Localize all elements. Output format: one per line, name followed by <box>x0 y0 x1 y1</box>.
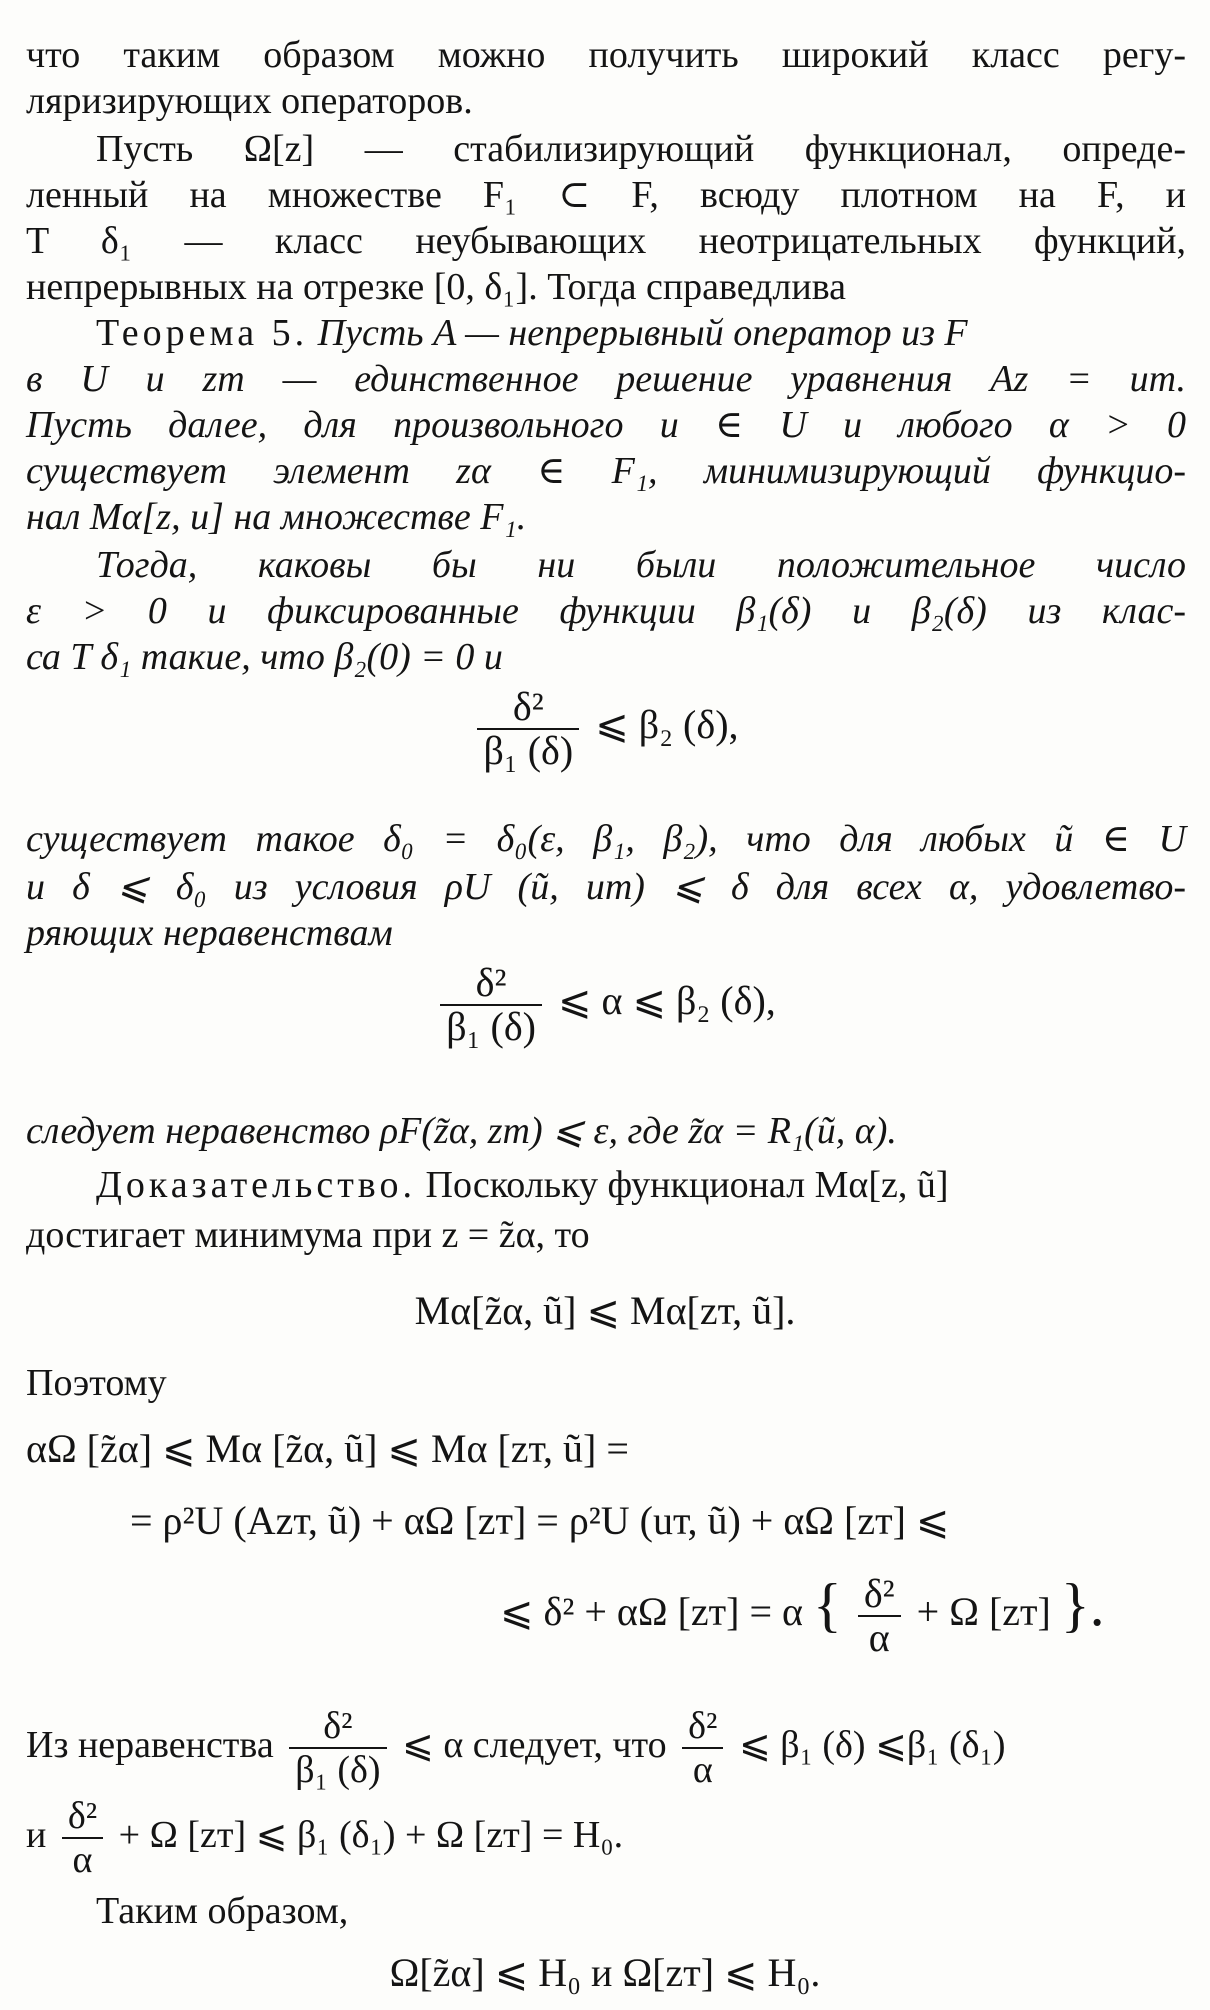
inline-fraction-2 <box>682 1705 723 1791</box>
equation-4-line-3 <box>500 1560 1180 1659</box>
theorem-line <box>96 310 1186 356</box>
fraction-numerator: δ² <box>62 1795 103 1839</box>
fraction-numerator: δ² <box>289 1705 386 1749</box>
text-line-11: нал Mα[z, u] на множестве F₁. <box>26 496 527 538</box>
text-segment: Из неравенства <box>26 1724 274 1766</box>
text-line-2: ляризирующих операторов. <box>26 80 473 122</box>
text-line-3: Пусть Ω[z] — стабилизирующий функционал, опреде- <box>96 128 1186 170</box>
equation-4-line-2: = ρ²U (Azт, ũ) + αΩ [zт] = ρ²U (uт, ũ) + αΩ [zт] ⩽ <box>130 1498 950 1543</box>
equation-1-fraction <box>477 683 579 773</box>
text-line-18: следует неравенство ρF(z̃α, zт) ⩽ ε, где z̃α = R₁(ũ, α). <box>26 1110 897 1152</box>
text-line-9: Пусть далее, для произвольного u ∈ U и любого α > 0 <box>26 404 1186 446</box>
left-brace: { <box>813 1572 842 1638</box>
text-line-10: существует элемент zα ∈ F₁, минимизирующий функцио- <box>26 450 1186 492</box>
text-line-4: ленный на множестве F₁ ⊂ F, всюду плотном на F, и <box>26 174 1186 216</box>
fraction-numerator: δ² <box>858 1573 901 1617</box>
text-line-22 <box>26 1700 1186 1791</box>
text-line-20: достигает минимума при z = z̃α, то <box>26 1214 590 1256</box>
fraction-numerator: δ² <box>440 962 542 1006</box>
text-line-13: ε > 0 и фиксированные функции β₁(δ) и β₂(δ) из клас- <box>26 590 1186 632</box>
equation-2-fraction <box>440 959 542 1049</box>
fraction-denominator: β₁ (δ) <box>295 1749 381 1792</box>
fraction-numerator: δ² <box>477 686 579 730</box>
text-segment: ⩽ β₁ (δ) ⩽β₁ (δ₁) <box>738 1724 1006 1766</box>
proof-text-start: Поскольку функционал Mα[z, ũ] <box>425 1164 949 1206</box>
right-brace: }. <box>1060 1572 1105 1638</box>
equation-1 <box>0 680 1210 772</box>
equation-4-lead: ⩽ δ² + αΩ [zт] = α <box>500 1589 803 1634</box>
text-line-12: Тогда, каковы бы ни были положительное число <box>96 544 1186 586</box>
equation-4-fraction <box>858 1570 901 1660</box>
fraction-denominator: α <box>868 1614 890 1660</box>
text-line-21: Поэтому <box>26 1362 167 1404</box>
text-line-6: непрерывных на отрезке [0, δ₁]. Тогда справедлива <box>26 266 847 308</box>
text-line-24: Таким образом, <box>96 1890 349 1932</box>
text-line-14: са T δ₁ такие, что β₂(0) = 0 и <box>26 636 503 678</box>
text-segment: + Ω [zт] ⩽ β₁ (δ₁) + Ω [zт] = H₀. <box>118 1814 624 1856</box>
equation-3: Mα[z̃α, ũ] ⩽ Mα[zт, ũ]. <box>414 1288 796 1333</box>
theorem-heading: Теорема 5. <box>96 312 309 354</box>
equation-2-rhs: ⩽ α ⩽ β₂ (δ), <box>558 978 776 1023</box>
equation-1-rhs: ⩽ β₂ (δ), <box>595 702 739 747</box>
equation-4-line-1: αΩ [z̃α] ⩽ Mα [z̃α, ũ] ⩽ Mα [zт, ũ] = <box>26 1426 629 1471</box>
text-line-1: что таким образом можно получить широкий класс регу- <box>26 34 1186 76</box>
equation-4-tail: + Ω [zт] <box>916 1589 1051 1634</box>
inline-fraction-3 <box>62 1795 103 1881</box>
text-line-23 <box>26 1790 1186 1881</box>
proof-line <box>96 1162 1186 1208</box>
fraction-denominator: α <box>72 1839 93 1882</box>
equation-5: Ω[z̃α] ⩽ H₀ и Ω[zт] ⩽ H₀. <box>389 1950 821 1995</box>
theorem-text-start: Пусть A — непрерывный оператор из F <box>317 312 968 354</box>
text-line-17: ряющих неравенствам <box>26 912 393 954</box>
text-segment: и <box>26 1814 47 1856</box>
fraction-numerator: δ² <box>682 1705 723 1749</box>
text-segment: ⩽ α следует, что <box>402 1724 667 1766</box>
fraction-denominator: β₁ (δ) <box>446 1003 536 1049</box>
fraction-denominator: α <box>692 1749 713 1792</box>
text-line-5: T δ₁ — класс неубывающих неотрицательных функций, <box>26 220 1186 262</box>
text-line-15: существует такое δ₀ = δ₀(ε, β₁, β₂), что для любых ũ ∈ U <box>26 818 1186 860</box>
text-line-8: в U и zт — единственное решение уравнения Az = uт. <box>26 358 1186 400</box>
equation-2 <box>0 956 1210 1048</box>
fraction-denominator: β₁ (δ) <box>483 727 574 773</box>
proof-heading: Доказательство. <box>96 1164 416 1206</box>
text-line-16: и δ ⩽ δ₀ из условия ρU (ũ, uт) ⩽ δ для всех α, удовлетво- <box>26 866 1186 908</box>
inline-fraction-1 <box>289 1705 386 1791</box>
